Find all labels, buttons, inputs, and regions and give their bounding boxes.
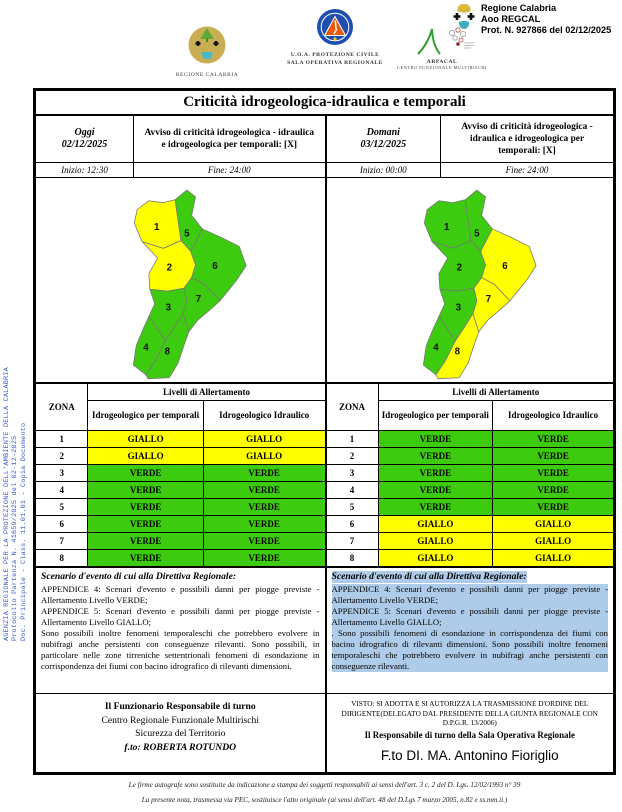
zone-temporali-cell: GIALLO xyxy=(378,515,493,532)
scenario-section xyxy=(327,567,614,694)
day-panel-oggi xyxy=(36,116,325,775)
zone-number-cell: 7 xyxy=(36,532,88,549)
protezione-civile-logo-block xyxy=(276,8,394,67)
map-cell xyxy=(36,178,325,384)
day-panel-domani xyxy=(325,116,614,775)
calabria-alert-map xyxy=(329,180,611,380)
regione-calabria-logo-block xyxy=(168,24,246,79)
alert-table-body xyxy=(36,430,325,567)
zone-temporali-cell: VERDE xyxy=(88,515,203,532)
zone-row xyxy=(327,515,614,532)
protocol-sidebar xyxy=(3,93,28,641)
arpacal-caption: CENTRO FUNZIONALE MULTIRISCHI xyxy=(397,65,487,70)
map-zone-label: 6 xyxy=(212,260,218,272)
letterhead xyxy=(0,0,622,86)
zone-temporali-cell: VERDE xyxy=(378,498,493,515)
zone-number-cell: 1 xyxy=(36,430,88,447)
zone-idraulico-cell: VERDE xyxy=(203,532,324,549)
signature-office: Sicurezza del Territorio xyxy=(135,728,226,739)
zone-temporali-cell: VERDE xyxy=(378,447,493,464)
zone-temporali-cell: VERDE xyxy=(88,498,203,515)
scenario-body xyxy=(332,584,609,672)
scenario-paragraph: APPENDICE 4: Scenari d'evento e possibili danni per piogge previste - Allertamento Livello VERDE; xyxy=(41,584,320,606)
zone-temporali-cell: VERDE xyxy=(378,481,493,498)
map-zone-label: 3 xyxy=(455,302,461,314)
zone-idraulico-cell: VERDE xyxy=(203,515,324,532)
temporali-header: Idrogeologico per temporali xyxy=(378,400,493,430)
zone-number-cell: 2 xyxy=(36,447,88,464)
signature-left xyxy=(36,694,325,775)
fine-time: Fine: 24:00 xyxy=(505,165,549,175)
signature-name: F.to DI. MA. Antonino Fioriglio xyxy=(380,747,559,763)
map-zone-label: 7 xyxy=(196,293,202,305)
zone-idraulico-cell: GIALLO xyxy=(203,447,324,464)
protocol-sidebar-line: AGENZIA REGIONALE PER LA PROTEZIONE DELL'AMBIENTE DELLA CALABRIA xyxy=(3,367,11,641)
zone-temporali-cell: VERDE xyxy=(88,481,203,498)
day-label-cell xyxy=(36,116,134,162)
arpacal-caption: ARPACAL xyxy=(426,59,458,65)
zone-number-cell: 7 xyxy=(327,532,379,549)
footer-note-line: La presente nota, trasmessa via PEC, sostituisce l'atto originale (ai sensi dell'art. 48 del D.Lgs 7 marzo 2005, n.82 e ss.mm.ii.) xyxy=(141,796,508,804)
alert-table-body xyxy=(327,430,614,567)
zone-number-cell: 3 xyxy=(36,464,88,481)
scenario-paragraph: Sono possibili inoltre fenomeni temporaleschi che potrebbero evolvere in nubifragi anche persistenti con conseguenze rilevanti. Sono possibili, in particolare nelle zone tirreniche settentrionali fenomeni di esondazione in corrispondenza dei fiumi con bacino idrografico di rilevanti dimensioni. xyxy=(41,627,320,671)
zone-idraulico-cell: VERDE xyxy=(493,447,613,464)
zone-temporali-cell: GIALLO xyxy=(88,447,203,464)
scenario-paragraph: APPENDICE 5: Scenari d'evento e possibili danni per piogge previste - Allertamento Livello GIALLO; xyxy=(41,605,320,627)
zone-row xyxy=(327,498,614,515)
zone-row xyxy=(36,549,325,566)
scenario-paragraph: . Sono possibili fenomeni di esondazione in corrispondenza dei fiumi con bacino idrografico di rilevanti dimensioni. Sono possibili inoltre fenomeni temporaleschi che potrebbero evolvere in nubifragi anche persistenti con conseguenze rilevanti. xyxy=(331,627,608,671)
protezione-civile-caption: SALA OPERATIVA REGIONALE xyxy=(287,60,383,66)
scenario-section xyxy=(36,567,325,694)
zone-idraulico-cell: GIALLO xyxy=(203,430,324,447)
notice-text: Avviso di criticità idrogeologica - idraulica e idrogeologica per temporali: [X] xyxy=(144,127,315,150)
zona-header: ZONA xyxy=(327,384,379,430)
map-zone-label: 2 xyxy=(456,262,462,274)
zone-idraulico-cell: VERDE xyxy=(203,549,324,566)
map-zone-label: 8 xyxy=(454,346,460,358)
protezione-civile-caption: U.O.A. PROTEZIONE CIVILE xyxy=(290,52,380,58)
zone-row xyxy=(327,447,614,464)
scenario-title: Scenario d'evento di cui alla Direttiva Regionale: xyxy=(331,571,527,582)
zona-header: ZONA xyxy=(36,384,88,430)
day-label-cell xyxy=(327,116,442,162)
zone-idraulico-cell: GIALLO xyxy=(493,532,613,549)
footer-notes xyxy=(33,778,616,808)
zone-number-cell: 1 xyxy=(327,430,379,447)
zone-number-cell: 6 xyxy=(36,515,88,532)
map-zone-label: 4 xyxy=(143,342,149,354)
zone-row xyxy=(327,464,614,481)
map-zone-label: 1 xyxy=(443,221,450,233)
zone-row xyxy=(327,549,614,566)
zone-row xyxy=(36,430,325,447)
zone-number-cell: 2 xyxy=(327,447,379,464)
footer-note-line: Le firme autografe sono sostituite da indicazione a stampa dei soggetti responsabili ai sensi dell'art. 3 c. 2 del D. Lgs. 12/02/1993 n° 39 xyxy=(128,781,521,789)
day-label: Oggi xyxy=(74,127,95,138)
zone-number-cell: 5 xyxy=(327,498,379,515)
zone-row xyxy=(327,481,614,498)
zone-idraulico-cell: VERDE xyxy=(493,498,613,515)
zone-idraulico-cell: VERDE xyxy=(203,464,324,481)
day-date: 02/12/2025 xyxy=(61,139,108,150)
zone-temporali-cell: GIALLO xyxy=(88,430,203,447)
zone-idraulico-cell: VERDE xyxy=(493,464,613,481)
day-label: Domani xyxy=(366,127,400,138)
protocol-sidebar-line: Doc. Principale - Class. 11.01.01 - Copia Documento xyxy=(19,422,28,641)
map-zone-label: 8 xyxy=(164,346,171,358)
bulletin-table xyxy=(33,88,616,775)
zone-number-cell: 8 xyxy=(327,549,379,566)
zone-row xyxy=(36,532,325,549)
zone-number-cell: 4 xyxy=(36,481,88,498)
levels-group-header: Livelli di Allertamento xyxy=(88,384,325,400)
zone-idraulico-cell: GIALLO xyxy=(493,515,613,532)
levels-group-header: Livelli di Allertamento xyxy=(378,384,613,400)
zone-row xyxy=(36,447,325,464)
zone-temporali-cell: VERDE xyxy=(88,464,203,481)
protocol-aoo: Aoo REGCAL xyxy=(481,14,541,24)
fine-time: Fine: 24:00 xyxy=(207,165,251,175)
idraulico-header: Idrogeologico Idraulico xyxy=(493,400,613,430)
zone-idraulico-cell: VERDE xyxy=(493,481,613,498)
signature-office: Centro Regionale Funzionale Multirischi xyxy=(101,714,259,726)
alert-levels-table xyxy=(327,384,614,567)
calabria-alert-map xyxy=(39,180,321,380)
zone-number-cell: 3 xyxy=(327,464,379,481)
page-title: Criticità idrogeologica-idraulica e temporali xyxy=(36,91,613,116)
zone-temporali-cell: VERDE xyxy=(88,532,203,549)
map-zone-label: 5 xyxy=(184,228,190,240)
zone-row xyxy=(36,481,325,498)
alert-levels-table xyxy=(36,384,325,567)
visto-text: VISTO: SI ADOTTA E SI AUTORIZZA LA TRASMISSIONE D'ORDINE DEL DIRIGENTE(DELEGATO DAL PRESIDENTE DELLA GIUNTA REGIONALE CON D.P.G.R. 13/2006) xyxy=(341,699,598,727)
map-zone-label: 2 xyxy=(166,262,173,274)
zone-idraulico-cell: VERDE xyxy=(203,498,324,515)
zone-row xyxy=(36,498,325,515)
scenario-body xyxy=(41,584,320,672)
regione-calabria-caption: REGIONE CALABRIA xyxy=(175,72,239,78)
scenario-paragraph: APPENDICE 5: Scenari d'evento e possibili danni per piogge previste - Allertamento Livello GIALLO; xyxy=(331,605,608,627)
inizio-time: Inizio: 00:00 xyxy=(327,163,442,177)
zone-number-cell: 5 xyxy=(36,498,88,515)
protocol-sidebar-line: Protocollo Partenza N. 41659/2025 del 02-12-2025 xyxy=(11,435,20,641)
map-cell xyxy=(327,178,614,384)
zone-idraulico-cell: VERDE xyxy=(493,430,613,447)
zone-temporali-cell: VERDE xyxy=(378,430,493,447)
zone-row xyxy=(327,532,614,549)
zone-row xyxy=(36,464,325,481)
protezione-civile-icon xyxy=(316,8,354,46)
zone-temporali-cell: GIALLO xyxy=(378,549,493,566)
map-zone-label: 4 xyxy=(433,342,439,354)
idraulico-header: Idrogeologico Idraulico xyxy=(203,400,324,430)
zone-idraulico-cell: VERDE xyxy=(203,481,324,498)
protocol-number: Prot. N. 927866 del 02/12/2025 xyxy=(481,25,612,35)
inizio-time: Inizio: 12:30 xyxy=(36,163,134,177)
day-date: 03/12/2025 xyxy=(360,139,407,150)
signature-role: Il Funzionario Responsabile di turno xyxy=(104,701,256,712)
zone-row xyxy=(327,430,614,447)
signature-name: f.to: ROBERTA ROTUNDO xyxy=(124,741,237,753)
zone-number-cell: 8 xyxy=(36,549,88,566)
map-zone-label: 6 xyxy=(502,260,508,272)
scenario-paragraph: APPENDICE 4: Scenari d'evento e possibili danni per piogge previste - Allertamento Livello VERDE; xyxy=(331,584,608,606)
zone-temporali-cell: VERDE xyxy=(378,464,493,481)
zone-row xyxy=(36,515,325,532)
protocol-org: Regione Calabria xyxy=(481,3,557,13)
zone-temporali-cell: VERDE xyxy=(88,549,203,566)
zone-temporali-cell: GIALLO xyxy=(378,532,493,549)
protocol-stamp xyxy=(452,3,611,36)
zone-number-cell: 4 xyxy=(327,481,379,498)
zone-number-cell: 6 xyxy=(327,515,379,532)
map-zone-label: 7 xyxy=(485,293,491,305)
signature-role: Il Responsabile di turno della Sala Operativa Regionale xyxy=(364,729,575,740)
regione-calabria-emblem-icon xyxy=(187,24,227,66)
zone-idraulico-cell: GIALLO xyxy=(493,549,613,566)
scenario-title: Scenario d'evento di cui alla Direttiva Regionale: xyxy=(41,571,237,582)
protocol-stamp-text xyxy=(481,3,611,36)
map-zone-label: 1 xyxy=(154,221,160,233)
notice-text: Avviso di criticità idrogeologica - idraulica e idrogeologica per temporali: [X] xyxy=(461,121,593,157)
signature-right xyxy=(327,694,614,775)
map-zone-label: 5 xyxy=(473,228,480,240)
map-zone-label: 3 xyxy=(165,302,172,314)
regione-calabria-mini-emblem-icon xyxy=(452,3,476,30)
temporali-header: Idrogeologico per temporali xyxy=(88,400,203,430)
